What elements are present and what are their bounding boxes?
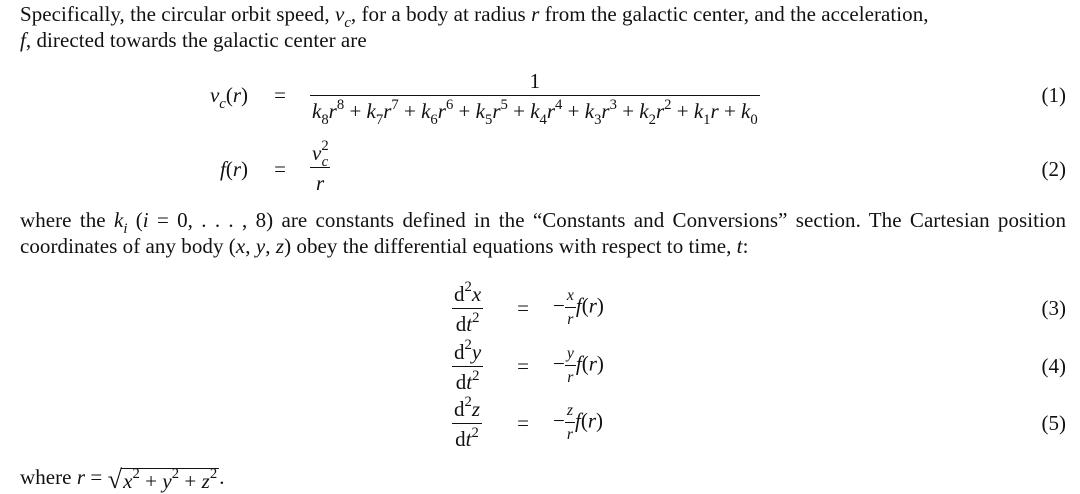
fraction (310, 68, 760, 129)
equals-sign: = (517, 296, 529, 320)
fraction-denominator: $k_8r^8 + k_7r^7 + k_6r^6 + k_5r^5 + k_4r^4 + k_3r^3 + k_2r^2 + k_1r + k_0$ (312, 96, 758, 129)
equation-number: (3) (1041, 296, 1066, 320)
derivative-fraction: $\frac{d^2y}{dt^2}$ (454, 337, 482, 395)
fraction-numerator: 1 (529, 69, 541, 93)
derivative-fraction: $\frac{d^2z}{dt^2}$ (454, 394, 481, 452)
equation-lhs (452, 396, 482, 453)
middle-paragraph: where the $k_i$ (i = 0, . . . , 8) are constants defined in the “Constants and Conversions” section. The Cartesian position coordinates of any body (x, y, z) obey the differential equations with respect to time, t: (20, 208, 1066, 259)
fraction-denominator: r (316, 171, 325, 196)
closing-paragraph: where r = √ $x^2 + y^2 + z^2$ . (20, 465, 225, 494)
equation-1 (0, 68, 1080, 129)
math-f: f (20, 28, 26, 53)
equation-2 (0, 138, 1080, 196)
equation-rhs (310, 68, 760, 129)
equation-rhs (310, 140, 330, 197)
equation-lhs (452, 339, 483, 396)
equals-sign: = (274, 157, 286, 181)
fraction-numerator: $v^2_c$ (312, 138, 329, 170)
equation-lhs (452, 281, 483, 338)
math-r: r (531, 2, 540, 26)
equation-3 (0, 279, 1080, 337)
text-span: from the galactic center, and the acceleration, (539, 2, 929, 26)
equation-number: (5) (1041, 411, 1066, 435)
derivative-fraction: $\frac{d^2x}{dt^2}$ (454, 279, 482, 337)
equation-lhs: $v_c(r)$ (209, 83, 248, 112)
fraction (310, 140, 330, 197)
equation-number: (2) (1041, 157, 1066, 181)
text-span: Specifically, the circular orbit speed, (20, 2, 335, 26)
equation-rhs: − $\frac{z}{r}$ f(r) (553, 402, 604, 443)
equation-number: (4) (1041, 354, 1066, 378)
equation-4 (0, 337, 1080, 395)
equals-sign: = (517, 354, 529, 378)
text-span: , directed towards the galactic center are (25, 28, 367, 53)
equation-number: (1) (1041, 83, 1066, 107)
equation-5 (0, 394, 1080, 452)
intro-paragraph (20, 1, 1066, 54)
square-root: √ $x^2 + y^2 + z^2$ (107, 465, 218, 494)
equation-rhs: − $\frac{x}{r}$ f(r) (553, 287, 604, 328)
math-ki: $k_i$ (113, 208, 128, 237)
equals-sign: = (517, 411, 529, 435)
math-vc: $v_c$ (334, 2, 351, 31)
equals-sign: = (274, 83, 286, 107)
equation-rhs: − $\frac{y}{r}$ f(r) (553, 345, 604, 386)
equation-lhs: f(r) (219, 157, 248, 181)
text-span: , for a body at radius (350, 2, 532, 26)
